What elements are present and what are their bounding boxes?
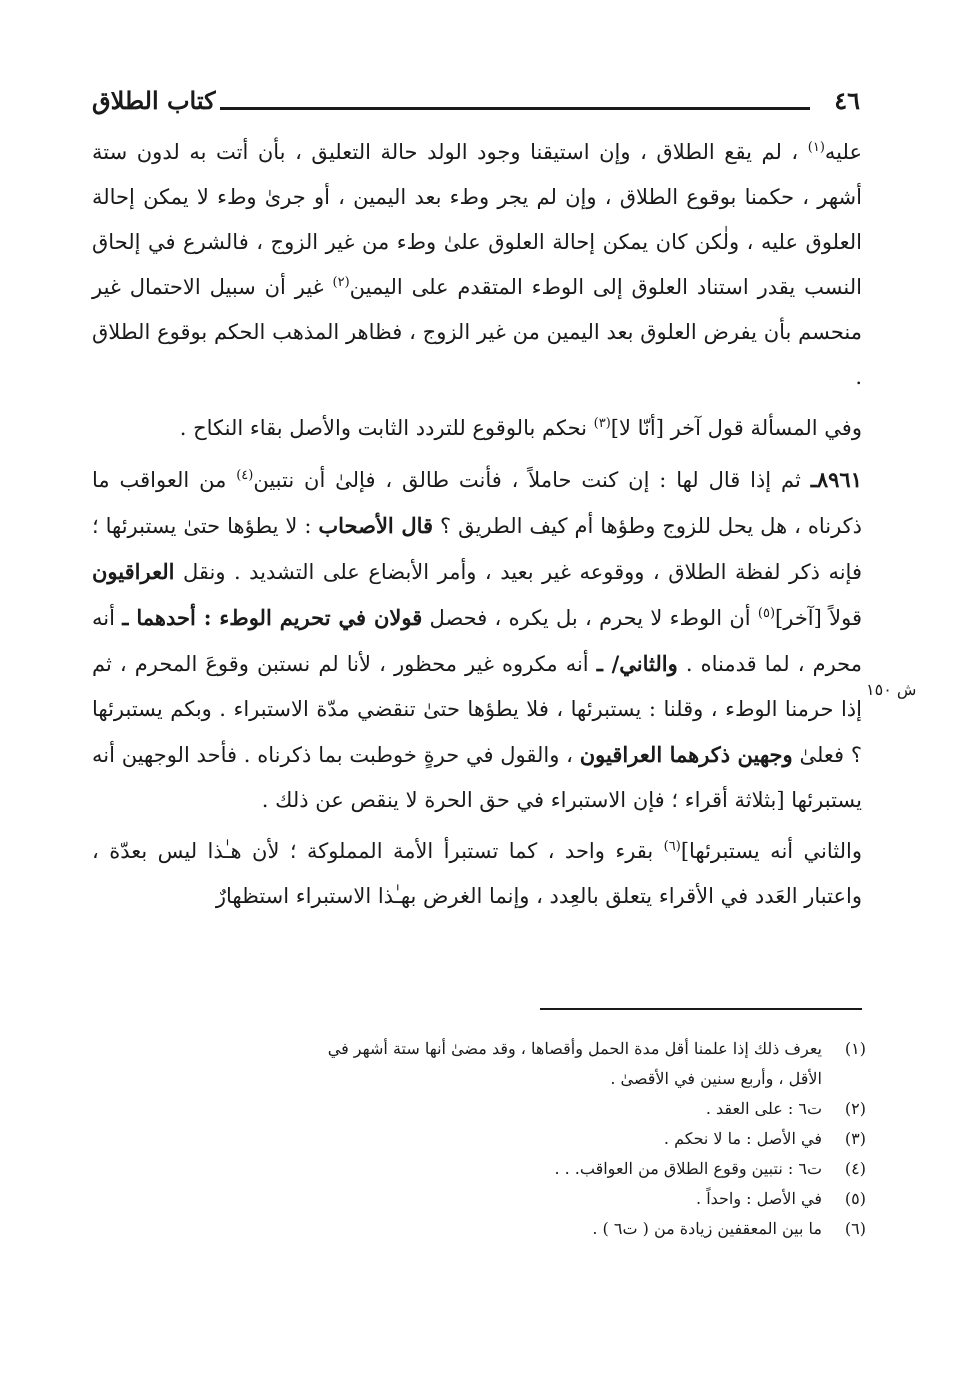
bold-term: وجهين ذكرهما العراقيون xyxy=(579,742,793,767)
footnote-ref: (١) xyxy=(807,140,825,155)
footnote-text: في الأصل : ما لا نحكم . xyxy=(663,1129,822,1148)
text-run: ثم إذا قال لها : إن كنت حاملاً ، فأنت طالق ، فإلىٰ أن نتبين xyxy=(253,468,811,492)
text-run: بقرء واحد ، كما تستبرأ الأمة المملوكة ؛ لأن هـٰذا ليس بعدّة ، واعتبار العَدد في الأقراء يتعلق بالعِدد ، وإنما الغرض بهـٰذا الاستبراء استظهارٌ xyxy=(92,839,862,908)
footnote xyxy=(300,1154,866,1184)
paragraph-4 xyxy=(92,829,862,919)
text-run: أنه مكروه غير محظور ، لأنا لم نستبن وقوعَ المحرم ، ثم إذا حرمنا الوطء ، وقلنا : يستبرئها ، فلا يطؤها حتىٰ تنقضي مدّة الاستبراء . وبكم يستبرئها ؟ فعلىٰ xyxy=(92,652,862,767)
bold-term: قال الأصحاب xyxy=(318,513,434,538)
footnote-number: (٤) xyxy=(844,1159,866,1178)
text-run: ، لم يقع الطلاق ، وإن استيقنا وجود الولد حالة التعليق ، بأن أتت به لدون ستة أشهر ، حكمنا بوقوع الطلاق ، وإن لم يجر وطء بعد اليمين ، أو جرىٰ وطء لا يمكن إحالة العلوق عليه ، ولٰكن كان يمكن إحالة العلوق علىٰ وطء من غير الزوج ، فالشرع في إلحاق النسب يقدر استناد العلوق إلى الوطء المتقدم على اليمين xyxy=(92,140,863,299)
paragraph-1 xyxy=(92,130,862,400)
footnote-number: (١) xyxy=(844,1039,866,1058)
text-run: من العواقب ما ذكرناه ، هل يحل للزوج وطؤها أم كيف الطريق ؟ xyxy=(92,468,863,538)
bold-term: قولان في تحريم الوطء : أحدهما ـ xyxy=(122,605,423,630)
footnote-text: يعرف ذلك إذا علمنا أقل مدة الحمل وأقصاها ، وقد مضىٰ أنها ستة أشهر في الأقل ، وأربع سنين في الأقصىٰ . xyxy=(327,1039,822,1088)
footnotes-list xyxy=(300,1034,866,1244)
paragraph-3 xyxy=(92,457,862,823)
text-run: أن الوطء لا يحرم ، بل يكره ، فحصل xyxy=(422,606,758,630)
running-header xyxy=(92,86,860,120)
footnote-text: في الأصل : واحداً . xyxy=(696,1189,822,1208)
footnote-ref: (٥) xyxy=(757,606,776,621)
footnote xyxy=(300,1124,866,1154)
footnote-number: (٦) xyxy=(844,1219,866,1238)
footnote xyxy=(300,1094,866,1124)
bold-term: العراقيون xyxy=(92,559,175,584)
text-run: قولاً [آخر] xyxy=(775,606,862,630)
footnote-ref: (٣) xyxy=(593,416,611,431)
paragraph-2 xyxy=(92,406,862,451)
issue-number: ٨٩٦١ـ xyxy=(810,467,862,492)
margin-reference: ش ١٥٠ xyxy=(866,680,917,699)
footnote xyxy=(300,1214,866,1244)
text-run: ، والقول في حرةٍ خوطبت بما ذكرناه . فأحد الوجهين أنه يستبرئها [بثلاثة أقراء ؛ فإن الاستبراء في حق الحرة لا ينقص عن ذلك . xyxy=(92,743,862,812)
text-run: عليه xyxy=(824,140,862,164)
running-title: كتاب الطلاق xyxy=(92,86,216,115)
text-run: أنه محرم ، لما قدمناه . xyxy=(92,606,862,676)
footnote-number: (٥) xyxy=(844,1189,866,1208)
footnote-ref: (٦) xyxy=(663,839,681,854)
main-text xyxy=(92,130,862,919)
footnote xyxy=(300,1184,866,1214)
bold-term: والثاني/ ـ xyxy=(596,651,678,676)
footnote xyxy=(300,1034,866,1094)
footnote-ref: (٢) xyxy=(332,275,350,290)
page-number: ٤٦ xyxy=(834,86,860,115)
text-run: نحكم بالوقوع للتردد الثابت والأصل بقاء النكاح . xyxy=(179,416,594,440)
footnote-number: (٢) xyxy=(844,1099,866,1118)
text-run: وفي المسألة قول آخر [أنّا لا] xyxy=(610,416,862,440)
footnote-ref: (٤) xyxy=(236,468,254,483)
footnote-text: ت٦ : نتبين وقوع الطلاق من العواقب. . . xyxy=(554,1159,822,1178)
text-run: : لا يطؤها حتىٰ يستبرئها ؛ فإنه ذكر لفظة الطلاق ، ووقوعه غير بعيد ، وأمر الأبضاع على التشديد . ونقل xyxy=(92,514,862,584)
footnote-number: (٣) xyxy=(844,1129,866,1148)
text-run: غير أن سبيل الاحتمال غير منحسم بأن يفرض العلوق بعد اليمين من غير الزوج ، فظاهر المذهب الحكم بوقوع الطلاق . xyxy=(92,275,862,389)
text-run: والثاني أنه يستبرئها] xyxy=(680,839,862,863)
footnote-separator xyxy=(540,1008,862,1010)
footnote-text: ت٦ : على العقد . xyxy=(705,1099,822,1118)
footnote-text: ما بين المعقفين زيادة من ( ت٦ ) . xyxy=(592,1219,822,1238)
header-rule xyxy=(220,107,810,110)
